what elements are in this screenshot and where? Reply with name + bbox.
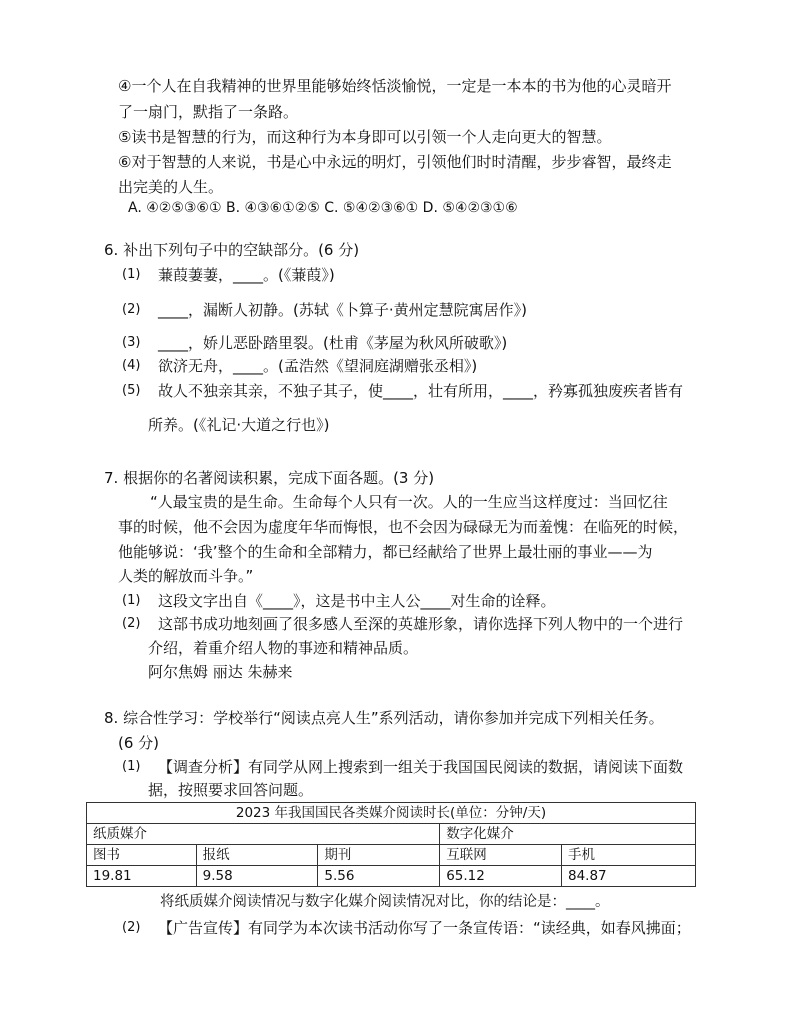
q7-quote-line-2: 事的时候，他不会因为虚度年华而悔恨，也不会因为碌碌无为而羞愧：在临死的时候， — [118, 518, 689, 536]
q7-quote-line-1: “人最宝贵的是生命。生命每个人只有一次。人的一生应当这样度过：当回忆往 — [150, 493, 668, 511]
q6-item-5-text: 故人不独亲其亲，不独子其子，使____，壮有所用，____，矜寡孤独废疾者皆有 — [158, 382, 684, 400]
table-cell: 5.56 — [318, 866, 440, 887]
sentence-5: ⑤读书是智慧的行为，而这种行为本身即可以引领一个人走向更大的智慧。 — [118, 128, 612, 146]
q7-sub1-text: 这段文字出自《____》，这是书中主人公____对生命的诠释。 — [158, 592, 556, 610]
q8-conclusion-prompt: 将纸质媒介阅读情况与数字化媒介阅读情况对比，你的结论是：____。 — [160, 894, 610, 910]
table-header-cell: 手机 — [562, 845, 696, 866]
q8-sub1-line-1: 【调查分析】有同学从网上搜索到一组关于我国国民阅读的数据，请阅读下面数 — [158, 758, 684, 776]
table-row — [87, 866, 696, 887]
sentence-6-line-1: ⑥对于智慧的人来说，书是心中永远的明灯，引领他们时时清醒，步步睿智，最终走 — [118, 153, 672, 171]
q8-title: 8. 综合性学习：学校举行“阅读点亮人生”系列活动，请你参加并完成下列相关任务。 — [104, 709, 664, 727]
table-header-cell: 图书 — [87, 845, 197, 866]
q8-points: (6 分) — [118, 734, 160, 752]
q7-quote-line-4: 人类的解放而斗争。” — [118, 567, 254, 585]
q6-item-4-text: 欲济无舟，____。(孟浩然《望洞庭湖赠张丞相》) — [158, 357, 478, 375]
q7-sub2-num: (2) — [122, 616, 141, 631]
table-group-paper: 纸质媒介 — [87, 824, 440, 845]
sentence-4-line-1: ④一个人在自我精神的世界里能够始终恬淡愉悦，一定是一本本的书为他的心灵暗开 — [118, 77, 672, 95]
q7-sub2-line-2: 介绍，着重介绍人物的事迹和精神品质。 — [148, 639, 419, 657]
q6-item-1-num: (1) — [122, 267, 141, 282]
q6-item-5-continued: 所养。(《礼记·大道之行也》) — [148, 416, 330, 434]
sentence-6-line-2: 出完美的人生。 — [118, 178, 224, 196]
q6-item-1-text: 蒹葭萋萋，____。(《蒹葭》) — [158, 266, 335, 284]
q8-sub1-num: (1) — [122, 759, 141, 774]
sentence-4-line-2: 了一扇门，默指了一条路。 — [118, 103, 299, 121]
table-cell: 65.12 — [440, 866, 562, 887]
q7-sub1-num: (1) — [122, 593, 141, 608]
q7-quote-line-3: 他能够说：‘我’整个的生命和全部精力，都已经献给了世界上最壮丽的事业——为 — [118, 543, 653, 561]
table-header-cell: 互联网 — [440, 845, 562, 866]
q7-sub2-line-1: 这部书成功地刻画了很多感人至深的英雄形象，请你选择下列人物中的一个进行 — [158, 615, 684, 633]
q6-item-3-num: (3) — [122, 335, 141, 350]
q8-sub1-line-2: 据，按照要求回答问题。 — [148, 781, 314, 799]
q7-title: 7. 根据你的名著阅读积累，完成下面各题。(3 分) — [104, 469, 435, 487]
q6-item-2-text: ____，漏断人初静。(苏轼《卜算子·黄州定慧院寓居作》) — [158, 301, 527, 319]
q7-character-names: 阿尔焦姆 丽达 朱赫来 — [148, 663, 293, 681]
q6-item-5-num: (5) — [122, 383, 141, 398]
table-header-row — [87, 845, 696, 866]
table-cell: 9.58 — [196, 866, 318, 887]
q6-item-3-text: ____，娇儿恶卧踏里裂。(杜甫《茅屋为秋风所破歌》) — [158, 334, 508, 352]
table-header-cell: 期刊 — [318, 845, 440, 866]
q6-item-2-num: (2) — [122, 302, 141, 317]
q8-sub2-text: 【广告宣传】有同学为本次读书活动你写了一条宣传语：“读经典，如春风拂面； — [158, 919, 691, 937]
table-header-cell: 报纸 — [196, 845, 318, 866]
q6-item-4-num: (4) — [122, 358, 141, 373]
table-cell: 84.87 — [562, 866, 696, 887]
q8-sub2-num: (2) — [122, 920, 141, 935]
answer-options: A. ④②⑤③⑥① B. ④③⑥①②⑤ C. ⑤④②③⑥① D. ⑤④②③①⑥ — [128, 200, 518, 216]
reading-time-table — [86, 802, 696, 887]
table-group-digital: 数字化媒介 — [440, 824, 696, 845]
table-cell: 19.81 — [87, 866, 197, 887]
table-caption: 2023 年我国国民各类媒介阅读时长(单位：分钟/天) — [87, 803, 696, 824]
q6-title: 6. 补出下列句子中的空缺部分。(6 分) — [104, 241, 360, 259]
